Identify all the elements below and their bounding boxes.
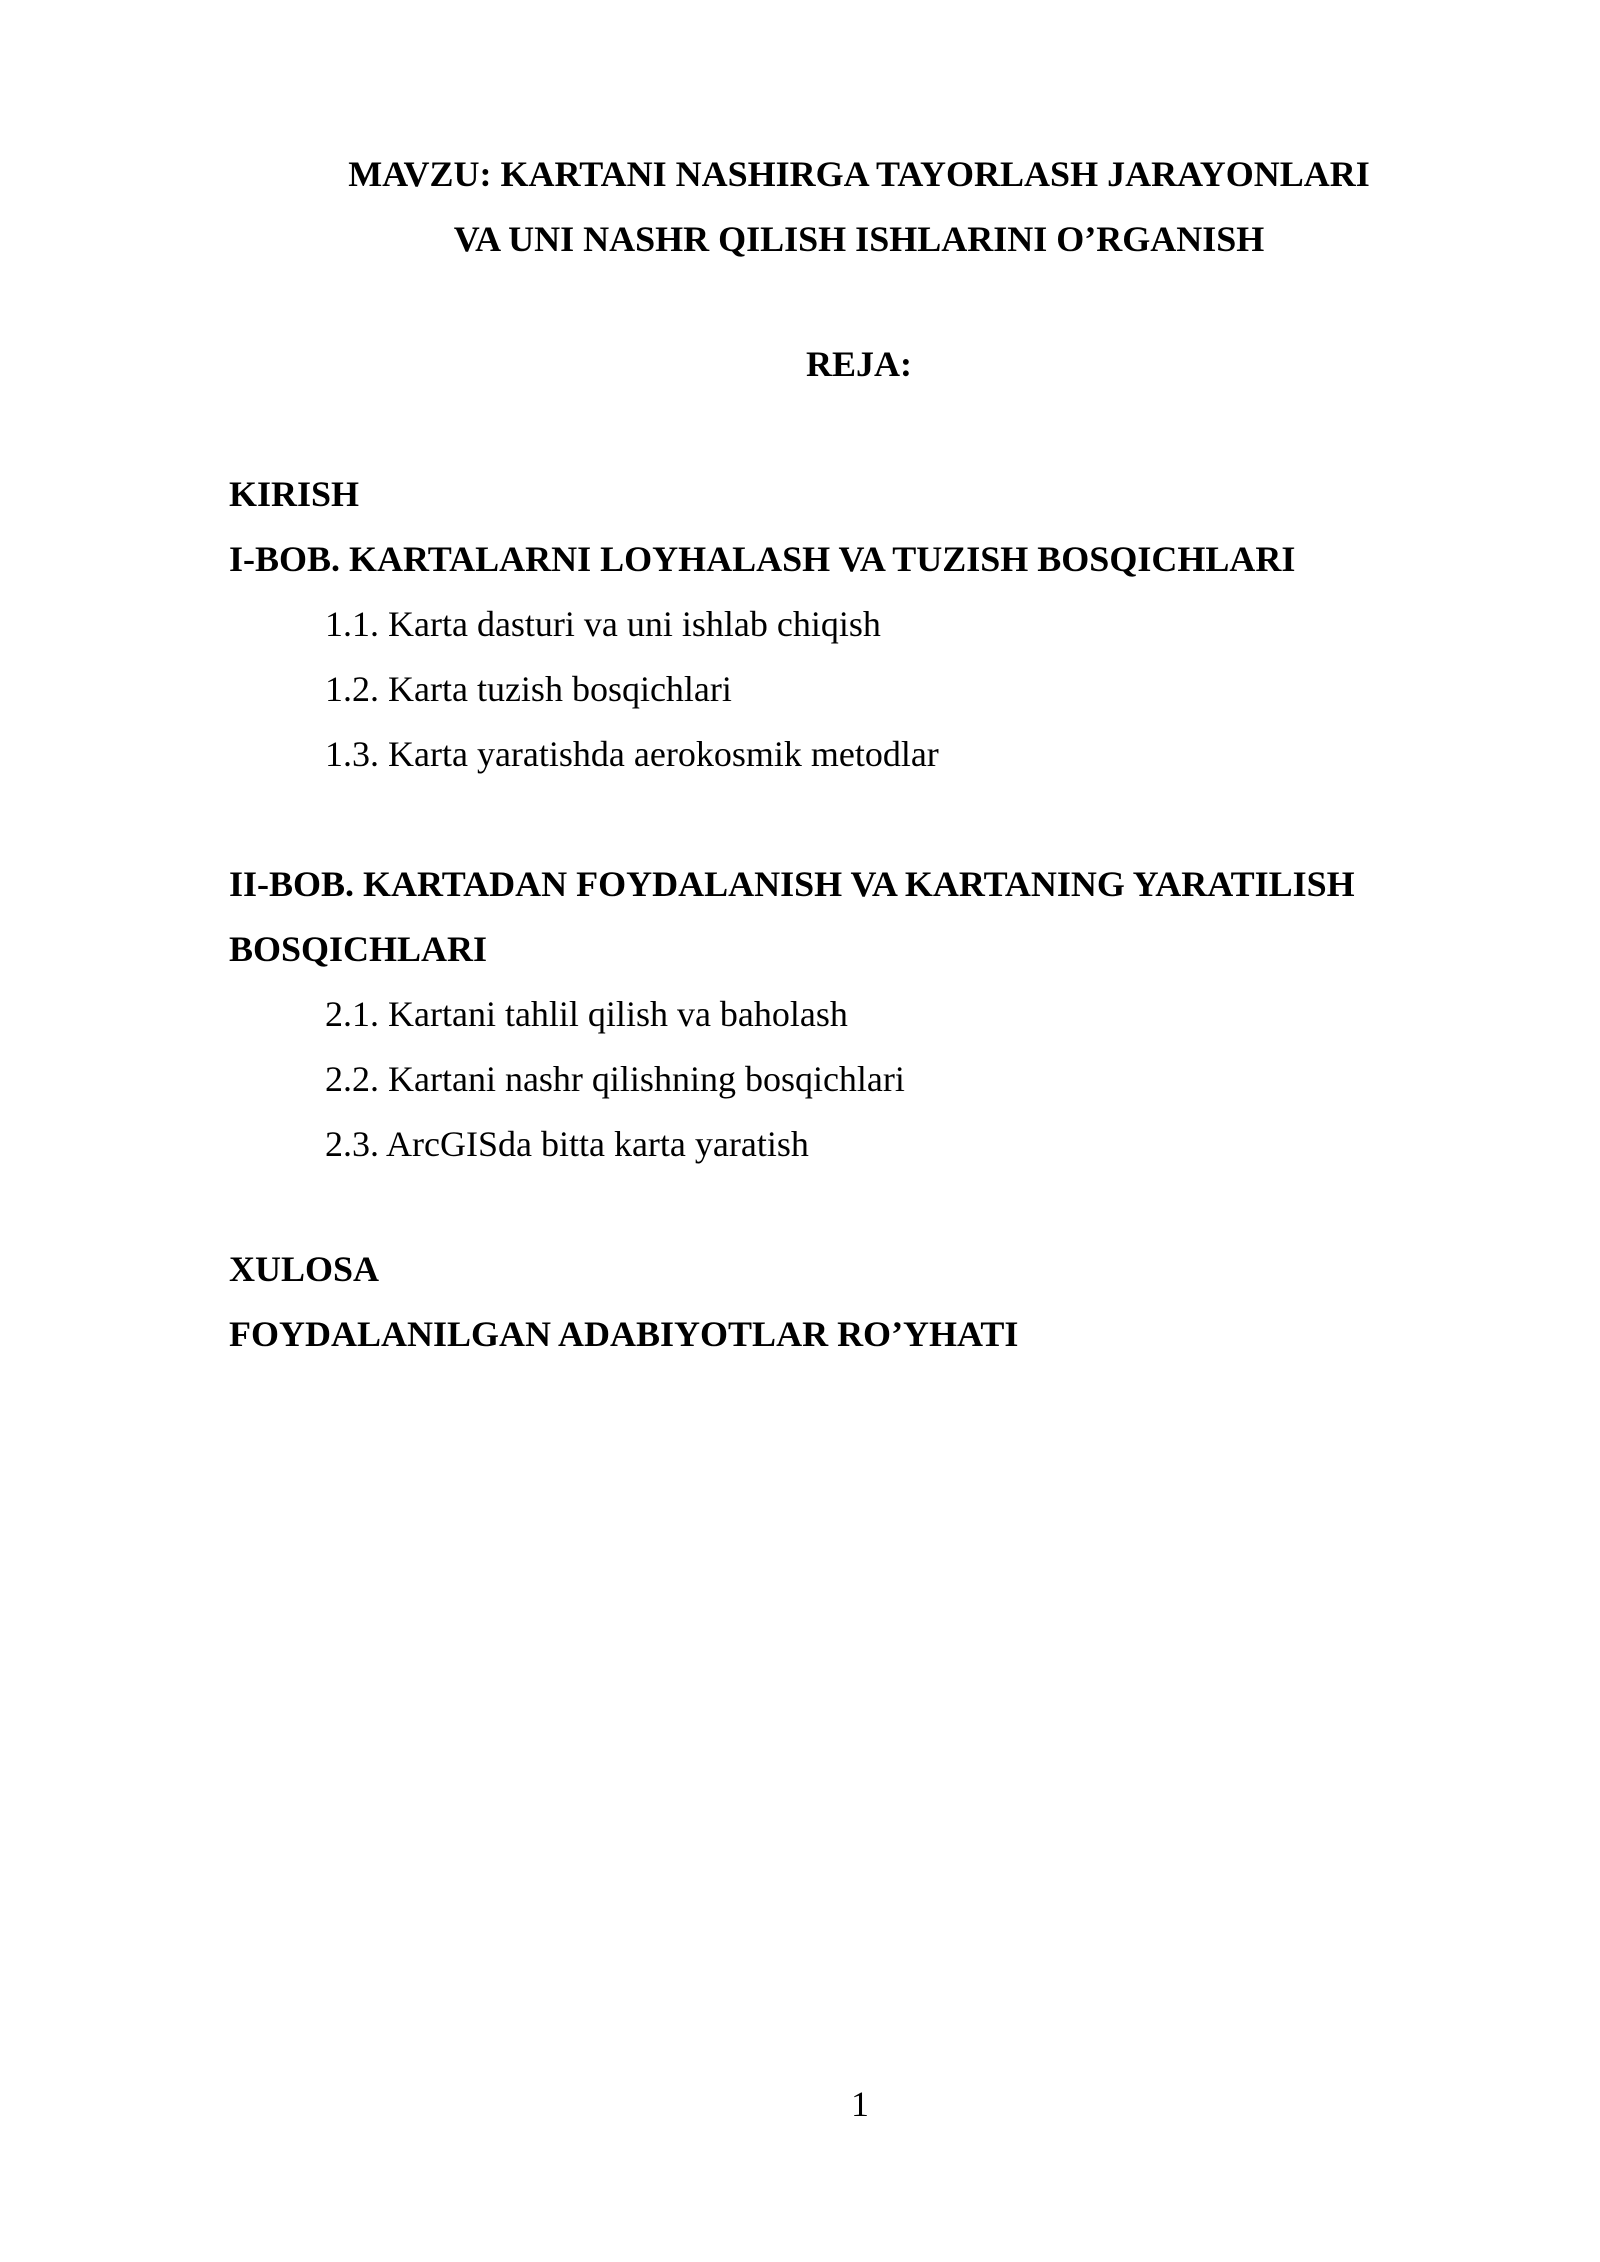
chapter-1-title: I-BOB. KARTALARNI LOYHALASH VA TUZISH BOSQICHLARI xyxy=(229,539,1296,579)
references-heading: FOYDALANILGAN ADABIYOTLAR RO’YHATI xyxy=(229,1314,1019,1354)
chapter-2-title-line-2: BOSQICHLARI xyxy=(229,929,488,969)
chapter-1-item: 1.3. Karta yaratishda aerokosmik metodlar xyxy=(325,734,939,774)
chapter-2-item: 2.2. Kartani nashr qilishning bosqichlari xyxy=(325,1059,905,1099)
topic-title-line-1: MAVZU: KARTANI NASHIRGA TAYORLASH JARAYONLARI xyxy=(348,154,1370,194)
chapter-1-item: 1.1. Karta dasturi va uni ishlab chiqish xyxy=(325,604,881,644)
conclusion-heading: XULOSA xyxy=(229,1249,380,1289)
plan-heading: REJA: xyxy=(806,344,912,384)
intro-heading: KIRISH xyxy=(229,474,360,514)
chapter-1-item: 1.2. Karta tuzish bosqichlari xyxy=(325,669,732,709)
chapter-2-title-line-1: II-BOB. KARTADAN FOYDALANISH VA KARTANING YARATILISH xyxy=(229,864,1355,904)
chapter-2-item: 2.3. ArcGISda bitta karta yaratish xyxy=(325,1124,809,1164)
page-number: 1 xyxy=(851,2084,869,2124)
topic-title-line-2: VA UNI NASHR QILISH ISHLARINI O’RGANISH xyxy=(453,219,1265,259)
chapter-2-item: 2.1. Kartani tahlil qilish va baholash xyxy=(325,994,848,1034)
